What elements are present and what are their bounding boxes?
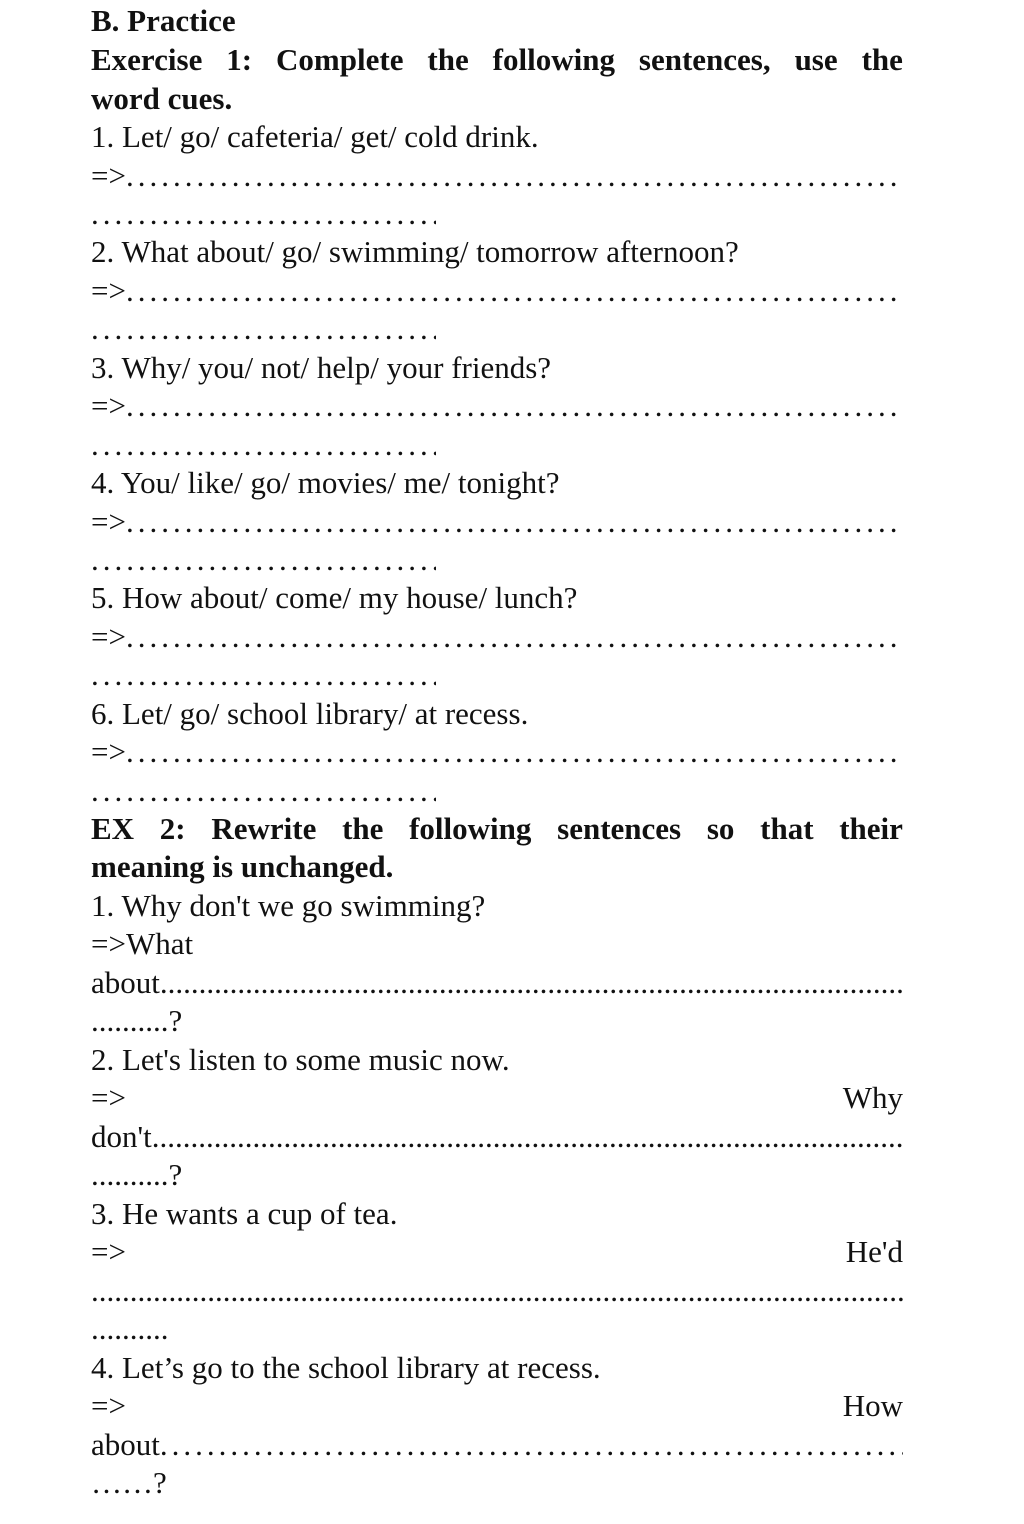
ex2-item-4-answer-end[interactable]: ……? [91, 1465, 167, 1500]
cue-word: He'd [845, 1234, 903, 1269]
ex1-item-3-prompt: 3. Why/ you/ not/ help/ your friends? [91, 350, 552, 385]
answer-prefix: => [91, 734, 126, 769]
ex1-item-5-answer-line-2[interactable] [91, 656, 436, 694]
ex1-item-4-answer-line-2[interactable] [91, 541, 436, 579]
heading-word: following [409, 811, 532, 846]
ex1-item-3-answer-line-2[interactable] [91, 426, 436, 464]
answer-prefix: => [91, 1080, 126, 1115]
dotted-line [91, 195, 436, 233]
ex2-item-2-prompt: 2. Let's listen to some music now. [91, 1042, 510, 1077]
dotted-line [126, 272, 903, 310]
ex2-item-2-cue-row [91, 1079, 903, 1117]
heading-word: use [794, 42, 838, 77]
answer-prefix: => [91, 504, 126, 539]
heading-word: sentences [557, 811, 682, 846]
dotted-line [126, 157, 903, 195]
ex1-item-2-answer-line-2[interactable] [91, 310, 436, 348]
heading-word: the [342, 811, 384, 846]
dotted-line [91, 772, 436, 810]
cue-word: How [842, 1388, 903, 1423]
ex1-item-1-answer-line[interactable] [91, 157, 903, 195]
ex1-item-5-answer-line[interactable] [91, 618, 903, 656]
ex2-item-4-answer-line[interactable] [91, 1426, 903, 1464]
cue-word: Why [842, 1080, 903, 1115]
answer-prefix: => [91, 619, 126, 654]
heading-word: following [492, 42, 615, 77]
dotted-line [91, 426, 436, 464]
ex1-item-4-prompt: 4. You/ like/ go/ movies/ me/ tonight? [91, 465, 560, 500]
ex2-item-2-answer-end[interactable]: ..........? [91, 1157, 183, 1192]
ex1-item-5-prompt: 5. How about/ come/ my house/ lunch? [91, 580, 578, 615]
heading-word: that [760, 811, 814, 846]
answer-prefix: => [91, 388, 126, 423]
answer-prefix: => [91, 158, 126, 193]
answer-lead-word: don't [91, 1119, 152, 1154]
heading-word: Complete [276, 42, 404, 77]
ex2-item-3-prompt: 3. He wants a cup of tea. [91, 1196, 398, 1231]
ex1-item-2-answer-line[interactable] [91, 272, 903, 310]
ex1-item-6-answer-line-2[interactable] [91, 772, 436, 810]
dotted-line [152, 1118, 903, 1156]
exercise-2-heading [91, 810, 903, 848]
ex2-item-1-cue: =>What [91, 926, 194, 961]
ex1-item-2-prompt: 2. What about/ go/ swimming/ tomorrow afternoon? [91, 234, 739, 269]
ex1-item-3-answer-line[interactable] [91, 387, 903, 425]
heading-word: Rewrite [211, 811, 317, 846]
ex2-item-3-answer-line[interactable] [91, 1272, 903, 1310]
heading-word: 2: [159, 811, 186, 846]
ex2-item-4-cue-row [91, 1387, 903, 1425]
heading-word: the [861, 42, 903, 77]
answer-lead-word: about [91, 1427, 160, 1462]
answer-lead-word: about [91, 965, 160, 1000]
ex2-item-2-answer-line[interactable] [91, 1118, 903, 1156]
heading-word: 1: [226, 42, 253, 77]
exercise-1-heading-cont: word cues. [91, 81, 233, 116]
ex2-item-4-prompt: 4. Let’s go to the school library at recess. [91, 1350, 601, 1385]
ex1-item-1-answer-line-2[interactable] [91, 195, 436, 233]
exercise-1-heading [91, 41, 903, 79]
dotted-line [91, 310, 436, 348]
dotted-line [126, 503, 903, 541]
ex1-item-4-answer-line[interactable] [91, 503, 903, 541]
ex2-item-3-cue-row [91, 1233, 903, 1271]
ex1-item-6-prompt: 6. Let/ go/ school library/ at recess. [91, 696, 529, 731]
ex2-item-1-prompt: 1. Why don't we go swimming? [91, 888, 486, 923]
dotted-line [126, 618, 903, 656]
answer-prefix: => [91, 1234, 126, 1269]
heading-word: so [706, 811, 735, 846]
dotted-line [160, 1426, 903, 1464]
heading-word: their [839, 811, 903, 846]
answer-prefix: => [91, 1388, 126, 1423]
dotted-line [91, 1272, 903, 1310]
heading-word: sentences, [638, 42, 771, 77]
ex2-item-3-answer-end[interactable]: .......... [91, 1311, 169, 1346]
ex1-item-1-prompt: 1. Let/ go/ cafeteria/ get/ cold drink. [91, 119, 539, 154]
dotted-line [91, 656, 436, 694]
dotted-line [126, 387, 903, 425]
section-title: B. Practice [91, 3, 236, 38]
dotted-line [126, 733, 903, 771]
dotted-line [91, 541, 436, 579]
heading-word: the [427, 42, 469, 77]
exercise-2-heading-cont: meaning is unchanged. [91, 849, 394, 884]
heading-word: EX [91, 811, 135, 846]
ex2-item-1-answer-line[interactable] [91, 964, 903, 1002]
ex1-item-6-answer-line[interactable] [91, 733, 903, 771]
answer-prefix: => [91, 273, 126, 308]
heading-word: Exercise [91, 42, 203, 77]
dotted-line [160, 964, 903, 1002]
ex2-item-1-answer-end[interactable]: ..........? [91, 1003, 183, 1038]
